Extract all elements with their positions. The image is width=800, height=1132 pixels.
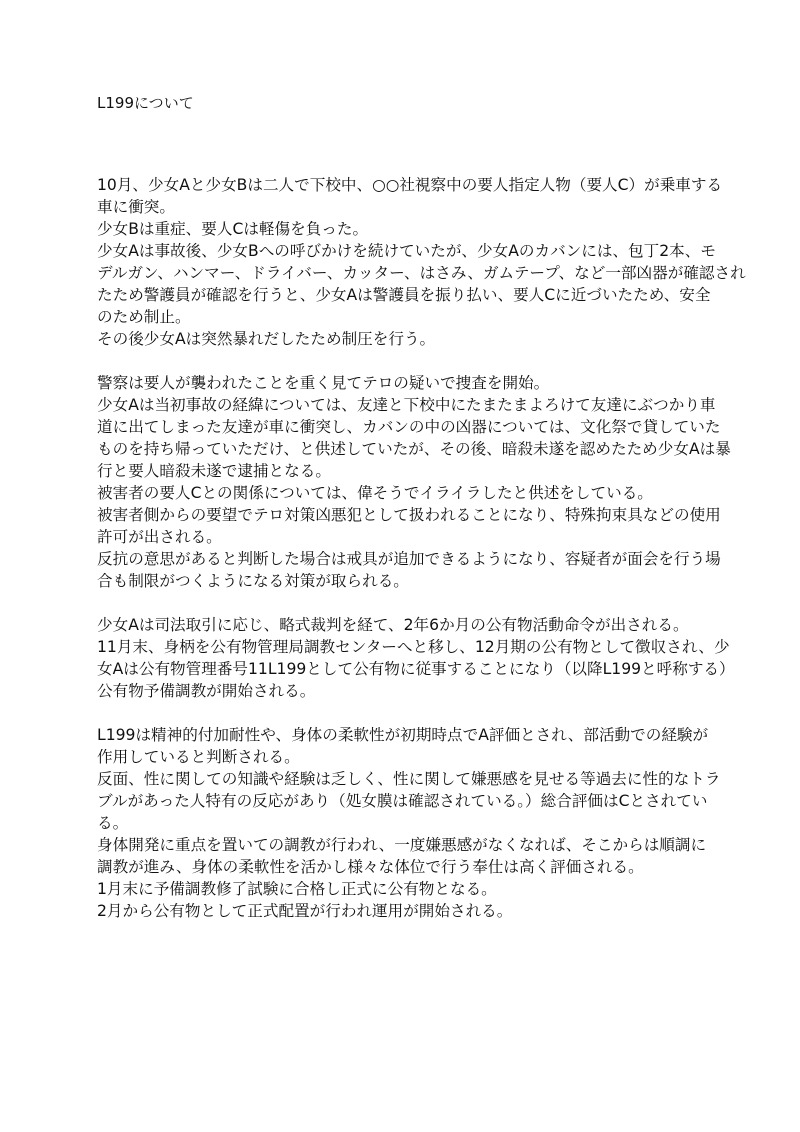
text-line: 少女Aは事故後、少女Bへの呼びかけを続けていたが、少女Aのカバンには、包丁2本、モ — [97, 242, 716, 260]
text-line: る。 — [97, 814, 129, 832]
text-line: たため警護員が確認を行うと、少女Aは警護員を振り払い、要人Cに近づいたため、安全 — [97, 286, 711, 304]
text-line: 10月、少女Aと少女Bは二人で下校中、○○社視察中の要人指定人物（要人C）が乗車する — [97, 176, 723, 194]
paragraph — [97, 174, 746, 350]
text-line: 許可が出される。 — [97, 528, 222, 546]
paragraph — [97, 724, 722, 922]
text-line: 車に衝突。 — [97, 198, 175, 216]
document-body — [97, 174, 746, 944]
text-line: 被害者の要人Cとの関係については、偉そうでイライラしたと供述をしている。 — [97, 484, 653, 502]
text-line: 2月から公有物として正式配置が行われ運用が開始される。 — [97, 902, 513, 920]
paragraph — [97, 614, 735, 702]
text-line: 女Aは公有物管理番号11L199として公有物に従事することになり（以降L199と呼称する） — [97, 660, 735, 678]
text-line: 1月末に予備調教修了試験に合格し正式に公有物となる。 — [97, 880, 497, 898]
document-title: L199について — [97, 94, 194, 112]
text-line: 警察は要人が襲われたことを重く見てテロの疑いで捜査を開始。 — [97, 374, 550, 392]
text-line: 11月末、身柄を公有物管理局調教センターへと移し、12月期の公有物として徴収され、少 — [97, 638, 730, 656]
text-line: L199は精神的付加耐性や、身体の柔軟性が初期時点でA評価とされ、部活動での経験が — [97, 726, 709, 744]
text-line: 行と要人暗殺未遂で逮捕となる。 — [97, 462, 331, 480]
text-line: 被害者側からの要望でテロ対策凶悪犯として扱われることになり、特殊拘束具などの使用 — [97, 506, 721, 524]
text-line: 反面、性に関しての知識や経験は乏しく、性に関して嫌悪感を見せる等過去に性的なトラ — [97, 770, 721, 788]
text-line: ものを持ち帰っていただけ、と供述していたが、その後、暗殺未遂を認めたため少女Aは暴 — [97, 440, 731, 458]
text-line: 少女Aは当初事故の経緯については、友達と下校中にたまたまよろけて友達にぶつかり車 — [97, 396, 716, 414]
text-line: その後少女Aは突然暴れだしたため制圧を行う。 — [97, 330, 436, 348]
text-line: 反抗の意思があると判断した場合は戒具が追加できるようになり、容疑者が面会を行う場 — [97, 550, 721, 568]
text-line: 公有物予備調教が開始される。 — [97, 682, 316, 700]
text-line: 道に出てしまった友達が車に衝突し、カバンの中の凶器については、文化祭で貸していた — [97, 418, 721, 436]
text-line: 身体開発に重点を置いての調教が行われ、一度嫌悪感がなくなれば、そこからは順調に — [97, 836, 707, 854]
text-line: 少女Bは重症、要人Cは軽傷を負った。 — [97, 220, 369, 238]
text-line: 合も制限がつくようになる対策が取られる。 — [97, 572, 409, 590]
paragraph — [97, 372, 731, 592]
text-line: デルガン、ハンマー、ドライバー、カッター、はさみ、ガムテープ、など一部凶器が確認され — [97, 264, 746, 282]
text-line: のため制止。 — [97, 308, 191, 326]
text-line: 少女Aは司法取引に応じ、略式裁判を経て、2年6か月の公有物活動命令が出される。 — [97, 616, 689, 634]
text-line: 作用していると判断される。 — [97, 748, 300, 766]
text-line: ブルがあった人特有の反応があり（処女膜は確認されている。）総合評価はCとされてい — [97, 792, 708, 810]
text-line: 調教が進み、身体の柔軟性を活かし様々な体位で行う奉仕は高く評価される。 — [97, 858, 644, 876]
